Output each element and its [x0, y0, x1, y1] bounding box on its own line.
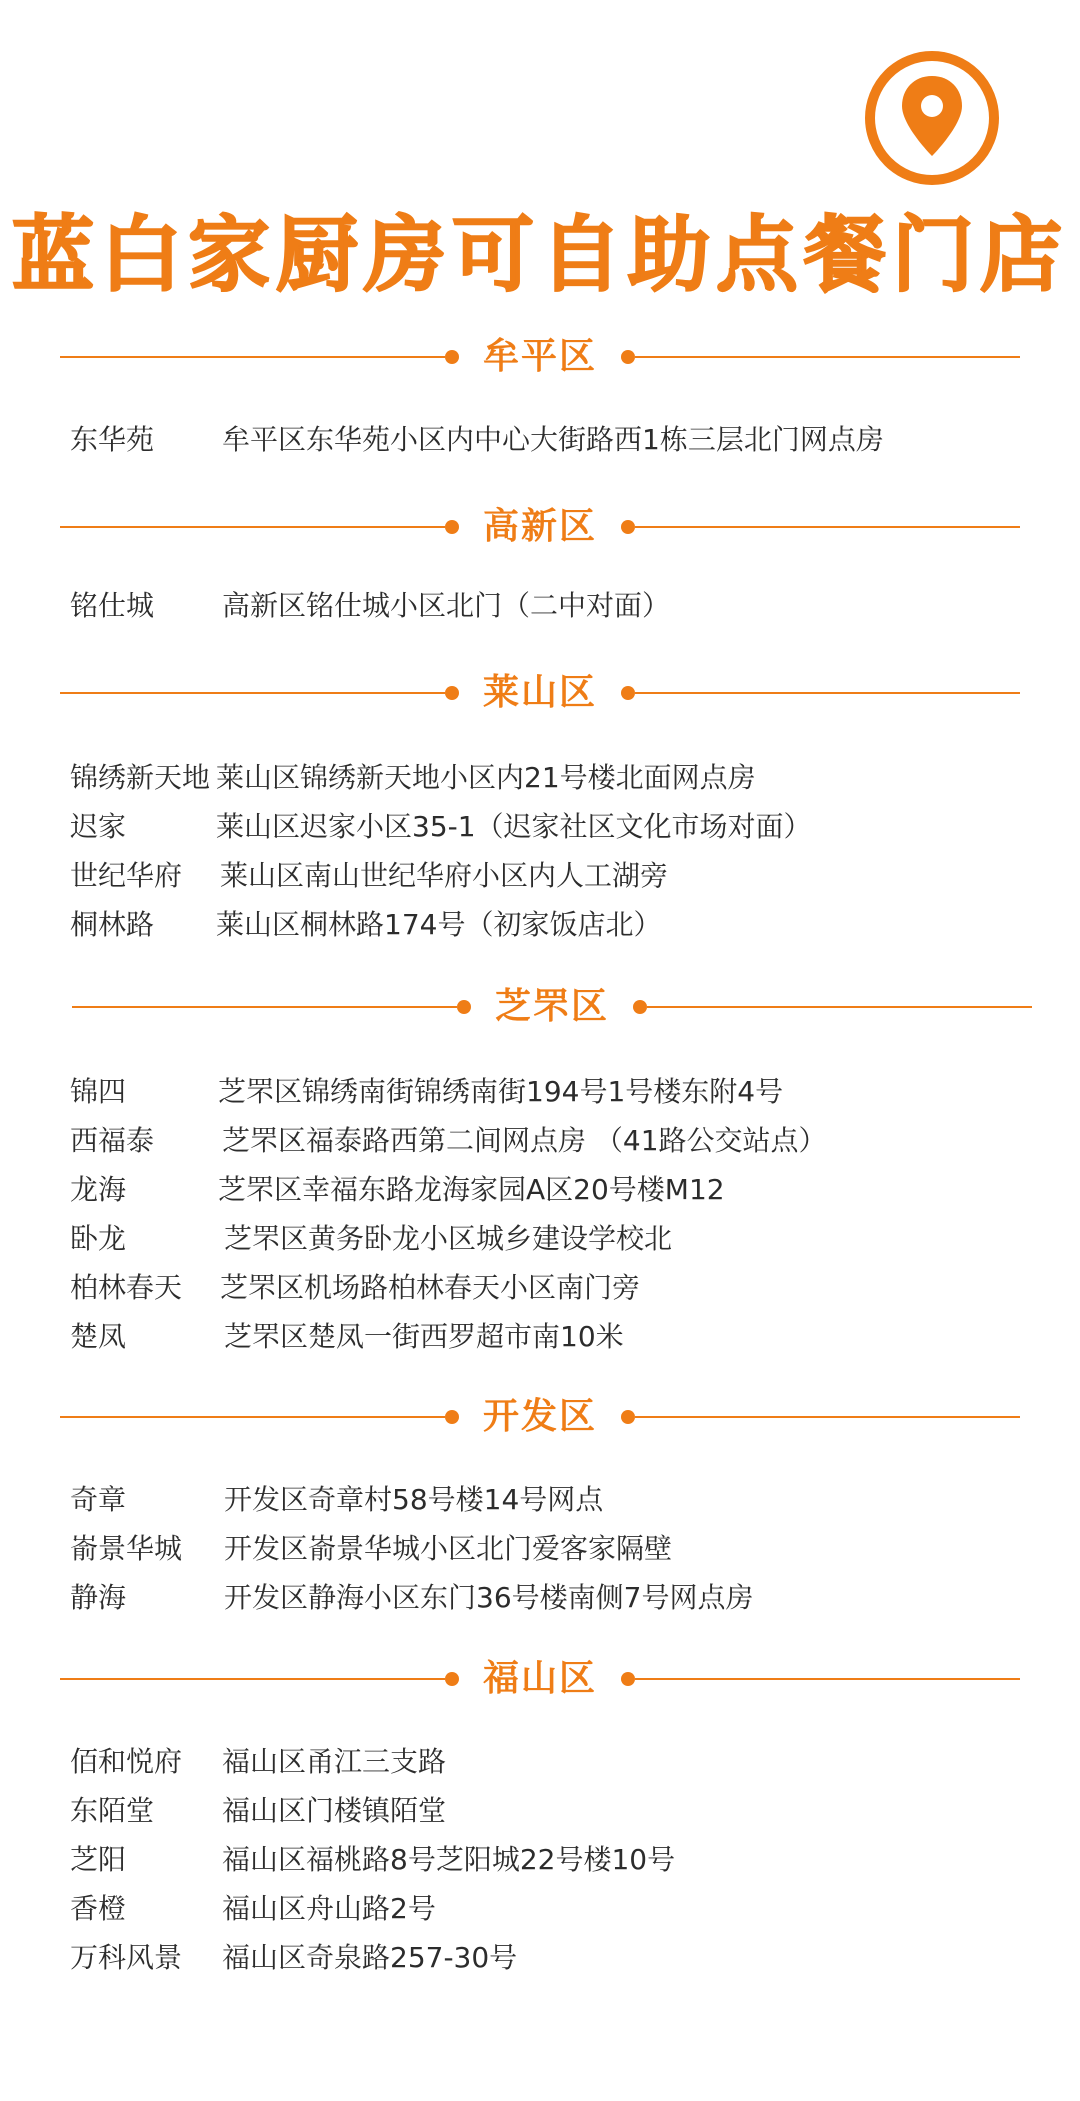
divider-dot-right: [633, 1000, 647, 1014]
store-address: 莱山区南山世纪华府小区内人工湖旁: [220, 859, 669, 892]
store-name: 卧龙: [70, 1222, 127, 1255]
store-address: 莱山区锦绣新天地小区内21号楼北面网点房: [216, 761, 756, 794]
district-name: 莱山区: [482, 672, 597, 713]
store-address: 开发区奇章村58号楼14号网点: [224, 1483, 604, 1516]
district-name: 福山区: [482, 1658, 597, 1699]
divider-dot-right: [621, 520, 635, 534]
store-address: 开发区嵛景华城小区北门爱客家隔壁: [224, 1532, 673, 1565]
divider-dot-right: [621, 350, 635, 364]
store-name: 铭仕城: [70, 589, 155, 622]
store-name: 东陌堂: [70, 1794, 155, 1827]
divider-dot-left: [445, 350, 459, 364]
store-name: 世纪华府: [70, 859, 183, 892]
store-address: 高新区铭仕城小区北门（二中对面）: [222, 589, 671, 622]
district-name: 开发区: [482, 1396, 597, 1437]
page-title: 蓝白家厨房可自助点餐门店: [11, 208, 1068, 303]
divider-line-right: [635, 526, 1020, 528]
district-header: [0, 668, 1080, 718]
divider-line-left: [60, 1678, 445, 1680]
store-address: 莱山区桐林路174号（初家饭店北）: [216, 908, 662, 941]
store-address: 福山区甬江三支路: [222, 1745, 447, 1778]
divider-dot-right: [621, 1410, 635, 1424]
store-address: 福山区福桃路8号芝阳城22号楼10号: [222, 1843, 676, 1876]
store-address: 福山区奇泉路257-30号: [222, 1941, 518, 1974]
store-name: 锦绣新天地: [70, 761, 211, 794]
store-address: 福山区舟山路2号: [222, 1892, 436, 1925]
store-address: 芝罘区锦绣南街锦绣南街194号1号楼东附4号: [218, 1075, 784, 1108]
divider-line-left: [60, 692, 445, 694]
store-name: 桐林路: [70, 908, 155, 941]
store-address: 芝罘区楚凤一街西罗超市南10米: [224, 1320, 624, 1353]
store-name: 奇章: [70, 1483, 127, 1516]
divider-line-right: [635, 1678, 1020, 1680]
divider-line-right: [635, 356, 1020, 358]
divider-dot-left: [445, 686, 459, 700]
district-name: 高新区: [482, 506, 597, 547]
store-address: 福山区门楼镇陌堂: [222, 1794, 447, 1827]
district-header: [0, 982, 1080, 1032]
store-address: 芝罘区机场路柏林春天小区南门旁: [220, 1271, 641, 1304]
divider-line-left: [60, 526, 445, 528]
store-address: 芝罘区福泰路西第二间网点房 （41路公交站点）: [222, 1124, 827, 1157]
district-name: 芝罘区: [494, 986, 609, 1027]
store-name: 嵛景华城: [70, 1532, 183, 1565]
store-name: 东华苑: [70, 423, 155, 456]
location-pin-icon: [862, 48, 1002, 188]
store-name: 佰和悦府: [70, 1745, 183, 1778]
store-name: 香橙: [70, 1892, 127, 1925]
divider-dot-left: [445, 1672, 459, 1686]
divider-line-left: [60, 1416, 445, 1418]
district-header: [0, 332, 1080, 382]
store-address: 莱山区迟家小区35-1（迟家社区文化市场对面）: [216, 810, 812, 843]
district-header: [0, 1654, 1080, 1704]
store-name: 芝阳: [70, 1843, 127, 1876]
store-name: 楚凤: [70, 1320, 127, 1353]
divider-dot-right: [621, 1672, 635, 1686]
divider-dot-left: [445, 1410, 459, 1424]
divider-line-right: [647, 1006, 1032, 1008]
store-name: 万科风景: [70, 1941, 183, 1974]
store-name: 锦四: [70, 1075, 127, 1108]
store-name: 龙海: [70, 1173, 127, 1206]
store-address: 开发区静海小区东门36号楼南侧7号网点房: [224, 1581, 754, 1614]
divider-dot-left: [457, 1000, 471, 1014]
divider-dot-left: [445, 520, 459, 534]
store-name: 柏林春天: [70, 1271, 183, 1304]
district-header: [0, 502, 1080, 552]
store-name: 迟家: [70, 810, 127, 843]
store-name: 静海: [70, 1581, 127, 1614]
store-name: 西福泰: [70, 1124, 155, 1157]
store-address: 芝罘区黄务卧龙小区城乡建设学校北: [224, 1222, 673, 1255]
district-header: [0, 1392, 1080, 1442]
divider-line-left: [60, 356, 445, 358]
district-name: 牟平区: [482, 336, 597, 377]
divider-line-right: [635, 692, 1020, 694]
divider-dot-right: [621, 686, 635, 700]
divider-line-right: [635, 1416, 1020, 1418]
store-address: 牟平区东华苑小区内中心大街路西1栋三层北门网点房: [222, 423, 884, 456]
store-address: 芝罘区幸福东路龙海家园A区20号楼M12: [218, 1173, 725, 1206]
divider-line-left: [72, 1006, 457, 1008]
